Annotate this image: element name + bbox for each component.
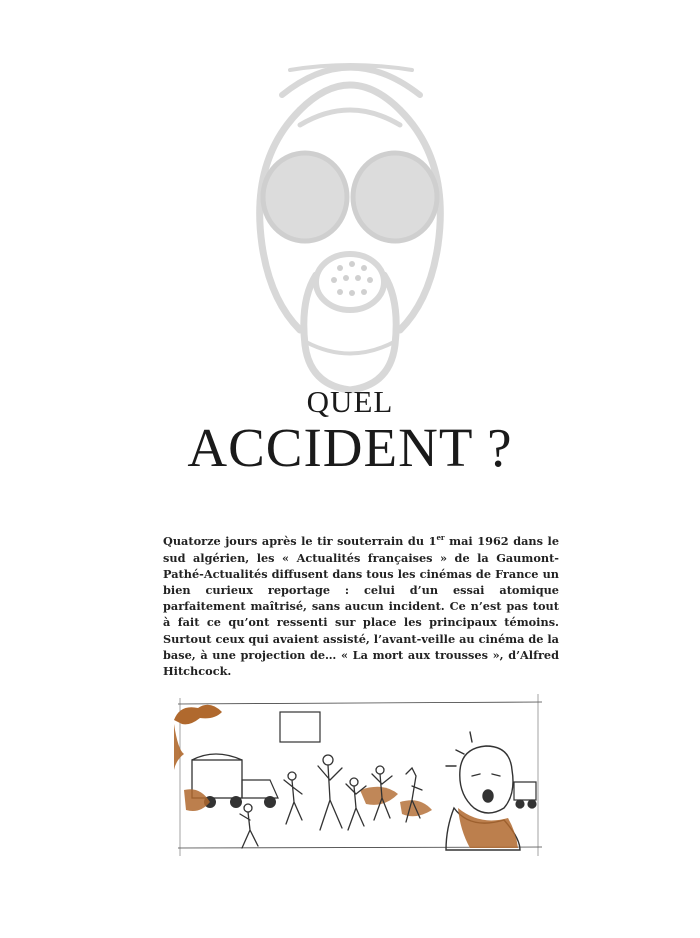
intro-paragraph [163, 533, 559, 679]
intro-text-start: Quatorze jours après le tir souterrain du 1 [163, 534, 437, 549]
title-line-accident: ACCIDENT ? [187, 417, 513, 478]
gas-mask-illustration [0, 0, 700, 440]
comic-panel-sketch [170, 690, 550, 860]
intro-superscript: er [436, 533, 445, 543]
intro-text-rest: mai 1962 dans le sud algérien, les « Actualités françaises » de la Gaumont-Pathé-Actualités diffusent dans tous les cinémas de France un bien curieux reportage : celui d’un essai atomique parfaitement maîtrisé, sans aucun incident. Ce n’est pas tout à fait ce qu’ont ressenti sur place les principaux témoins. Surtout ceux qui avaient assisté, l’avant-veille au cinéma de la base, à une projection de… « La mort aux trousses », d’Alfred Hitchcock. [163, 534, 560, 678]
title-line-quel: QUEL [306, 384, 394, 419]
